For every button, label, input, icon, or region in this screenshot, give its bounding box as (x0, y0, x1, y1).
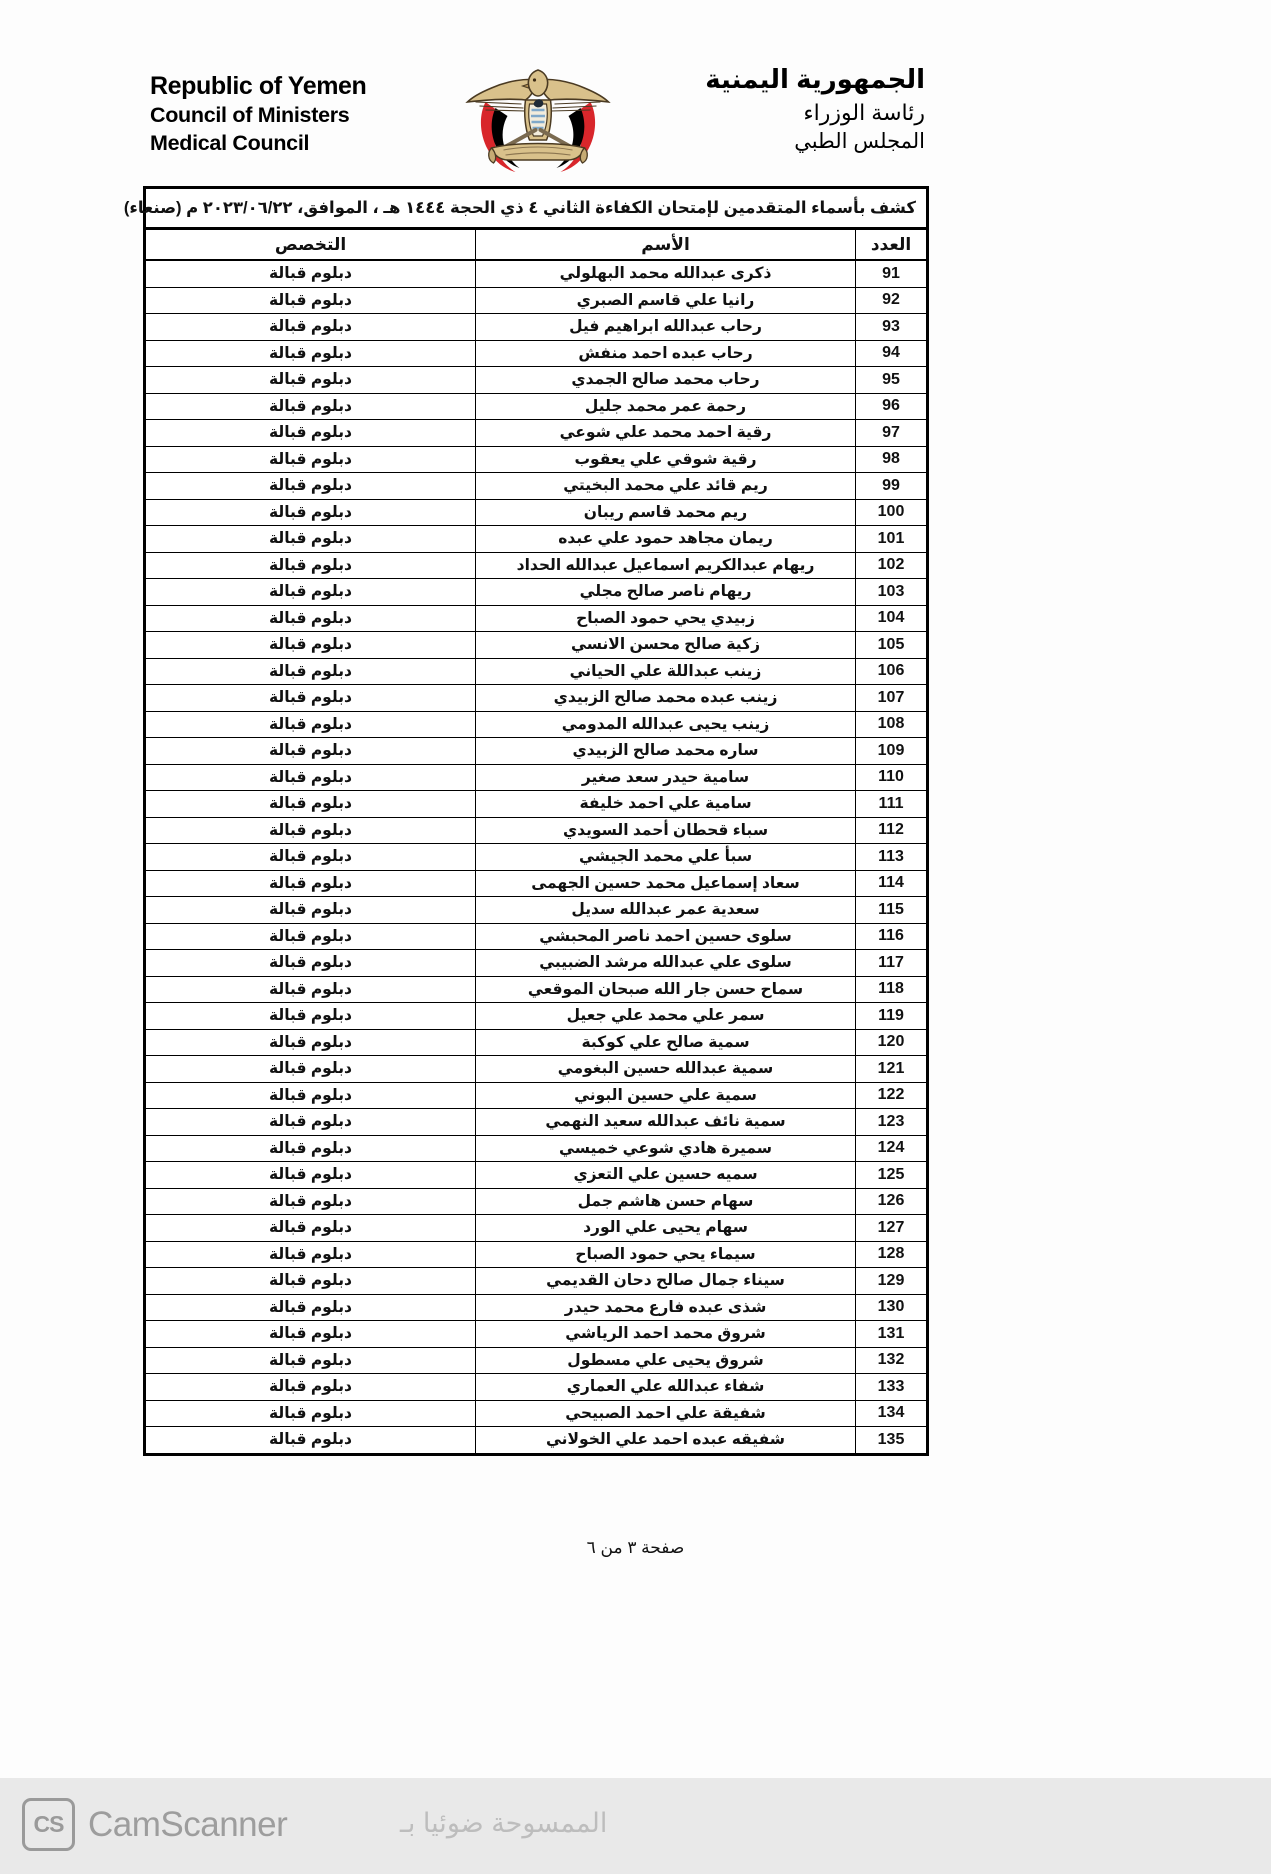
cell-number: 92 (856, 287, 928, 314)
cell-specialty: دبلوم قبالة (145, 420, 476, 447)
cell-number: 119 (856, 1003, 928, 1030)
cell-number: 97 (856, 420, 928, 447)
table-header-row (145, 229, 928, 261)
table-row (145, 1321, 928, 1348)
cell-number: 120 (856, 1029, 928, 1056)
cell-name: سهام يحيى علي الورد (476, 1215, 856, 1242)
table-row (145, 791, 928, 818)
cell-specialty: دبلوم قبالة (145, 1056, 476, 1083)
cell-specialty: دبلوم قبالة (145, 1241, 476, 1268)
cell-specialty: دبلوم قبالة (145, 844, 476, 871)
table-row (145, 367, 928, 394)
table-row (145, 579, 928, 606)
cell-name: سعدية عمر عبدالله سديل (476, 897, 856, 924)
cell-name: زكية صالح محسن الانسي (476, 632, 856, 659)
table-title-row (145, 188, 928, 229)
cell-number: 105 (856, 632, 928, 659)
page-number-footer: صفحة ٣ من ٦ (586, 1538, 685, 1557)
table-row (145, 1188, 928, 1215)
cell-name: سماح حسن جار الله صبحان الموقعي (476, 976, 856, 1003)
table-row (145, 314, 928, 341)
candidates-table (123, 186, 929, 1456)
cell-name: ساره محمد صالح الزبيدي (476, 738, 856, 765)
table-row (145, 526, 928, 553)
cell-name: زبيدي يحي حمود الصباح (476, 605, 856, 632)
cell-specialty: دبلوم قبالة (145, 870, 476, 897)
cell-specialty: دبلوم قبالة (145, 526, 476, 553)
cell-number: 122 (856, 1082, 928, 1109)
cell-number: 102 (856, 552, 928, 579)
header-arabic-line3: المجلس الطبي (794, 130, 925, 154)
header-english-line2: Council of Ministers (150, 103, 350, 127)
cell-number: 94 (856, 340, 928, 367)
table-row (145, 1294, 928, 1321)
camscanner-watermark-bar (0, 1778, 1271, 1874)
cell-specialty: دبلوم قبالة (145, 260, 476, 287)
cell-specialty: دبلوم قبالة (145, 976, 476, 1003)
cell-specialty: دبلوم قبالة (145, 1215, 476, 1242)
cell-name: سميه حسين علي التعزي (476, 1162, 856, 1189)
table-row (145, 950, 928, 977)
cell-specialty: دبلوم قبالة (145, 340, 476, 367)
candidates-table-container (123, 186, 926, 1456)
cell-name: رانيا علي قاسم الصبري (476, 287, 856, 314)
cell-specialty: دبلوم قبالة (145, 393, 476, 420)
cell-number: 125 (856, 1162, 928, 1189)
table-row (145, 711, 928, 738)
cell-name: سلوى حسين احمد ناصر المحبشي (476, 923, 856, 950)
header-arabic-block (705, 62, 925, 157)
cell-name: شروق محمد احمد الرياشي (476, 1321, 856, 1348)
cell-number: 131 (856, 1321, 928, 1348)
cell-specialty: دبلوم قبالة (145, 1188, 476, 1215)
camscanner-brand-text: CamScanner (88, 1804, 288, 1844)
cell-name: سميرة هادي شوعي خميسي (476, 1135, 856, 1162)
cell-specialty: دبلوم قبالة (145, 1400, 476, 1427)
cell-number: 99 (856, 473, 928, 500)
cell-specialty: دبلوم قبالة (145, 817, 476, 844)
camscanner-arabic-note: الممسوحة ضوئيا بـ (400, 1808, 608, 1838)
table-row (145, 1268, 928, 1295)
table-row (145, 1374, 928, 1401)
cell-specialty: دبلوم قبالة (145, 1374, 476, 1401)
table-row (145, 1241, 928, 1268)
cell-number: 116 (856, 923, 928, 950)
cell-specialty: دبلوم قبالة (145, 1003, 476, 1030)
cell-specialty: دبلوم قبالة (145, 287, 476, 314)
cell-name: سمية صالح علي كوكبة (476, 1029, 856, 1056)
cell-number: 103 (856, 579, 928, 606)
cell-name: زينب يحيى عبدالله المدومي (476, 711, 856, 738)
table-row (145, 260, 928, 287)
header-english-line1: Republic of Yemen (150, 72, 367, 100)
header-arabic-line1: الجمهورية اليمنية (705, 64, 925, 94)
table-row (145, 1029, 928, 1056)
cell-specialty: دبلوم قبالة (145, 711, 476, 738)
table-row (145, 1056, 928, 1083)
table-row (145, 764, 928, 791)
cell-name: سبأ علي محمد الجيشي (476, 844, 856, 871)
cell-name: رحاب محمد صالح الجمدي (476, 367, 856, 394)
cell-name: سمية نائف عبدالله سعيد النهمي (476, 1109, 856, 1136)
cell-number: 129 (856, 1268, 928, 1295)
header-english-block (150, 70, 366, 157)
cell-number: 96 (856, 393, 928, 420)
cell-number: 100 (856, 499, 928, 526)
cell-number: 134 (856, 1400, 928, 1427)
cell-number: 117 (856, 950, 928, 977)
table-row (145, 658, 928, 685)
table-row (145, 923, 928, 950)
cell-specialty: دبلوم قبالة (145, 499, 476, 526)
cell-name: زينب عبده محمد صالح الزبيدي (476, 685, 856, 712)
cell-number: 109 (856, 738, 928, 765)
table-row (145, 340, 928, 367)
cell-name: سيماء يحي حمود الصباح (476, 1241, 856, 1268)
cell-number: 98 (856, 446, 928, 473)
table-row (145, 499, 928, 526)
cell-specialty: دبلوم قبالة (145, 1427, 476, 1455)
cell-specialty: دبلوم قبالة (145, 473, 476, 500)
table-row (145, 1003, 928, 1030)
cell-number: 93 (856, 314, 928, 341)
cell-specialty: دبلوم قبالة (145, 1162, 476, 1189)
cell-number: 123 (856, 1109, 928, 1136)
table-row (145, 1135, 928, 1162)
header-english-line3: Medical Council (150, 130, 310, 155)
cell-name: سلوى علي عبدالله مرشد الضبيبي (476, 950, 856, 977)
table-row (145, 685, 928, 712)
cell-specialty: دبلوم قبالة (145, 446, 476, 473)
cell-name: ريم محمد قاسم ريبان (476, 499, 856, 526)
cell-name: سامية علي احمد خليفة (476, 791, 856, 818)
cell-number: 128 (856, 1241, 928, 1268)
cell-number: 95 (856, 367, 928, 394)
cell-number: 132 (856, 1347, 928, 1374)
cell-name: سهام حسن هاشم جمل (476, 1188, 856, 1215)
cell-number: 107 (856, 685, 928, 712)
table-row (145, 1347, 928, 1374)
cell-number: 135 (856, 1427, 928, 1455)
cell-name: سامية حيدر سعد صغير (476, 764, 856, 791)
cell-specialty: دبلوم قبالة (145, 367, 476, 394)
header-arabic-line2: رئاسة الوزراء (803, 99, 925, 125)
cell-name: شذى عبده فارع محمد حيدر (476, 1294, 856, 1321)
cell-number: 127 (856, 1215, 928, 1242)
cell-number: 106 (856, 658, 928, 685)
cell-number: 133 (856, 1374, 928, 1401)
table-row (145, 420, 928, 447)
cell-number: 130 (856, 1294, 928, 1321)
cell-number: 112 (856, 817, 928, 844)
cell-specialty: دبلوم قبالة (145, 1029, 476, 1056)
camscanner-logo-icon: CS (22, 1798, 75, 1851)
table-row (145, 738, 928, 765)
table-row (145, 817, 928, 844)
cell-specialty: دبلوم قبالة (145, 685, 476, 712)
yemen-emblem-icon (455, 64, 620, 179)
cell-name: ذكرى عبدالله محمد البهلولي (476, 260, 856, 287)
cell-name: رقية شوقي علي يعقوب (476, 446, 856, 473)
cell-specialty: دبلوم قبالة (145, 552, 476, 579)
cell-number: 121 (856, 1056, 928, 1083)
cell-name: سيناء جمال صالح دحان القديمي (476, 1268, 856, 1295)
cell-number: 111 (856, 791, 928, 818)
cell-specialty: دبلوم قبالة (145, 791, 476, 818)
cell-name: شفيقة علي احمد الصبيحي (476, 1400, 856, 1427)
table-head (123, 188, 928, 261)
table-row (145, 473, 928, 500)
cell-name: ريم قائد علي محمد البخيتي (476, 473, 856, 500)
cell-name: رحاب عبدالله ابراهيم فيل (476, 314, 856, 341)
cell-specialty: دبلوم قبالة (145, 950, 476, 977)
cell-specialty: دبلوم قبالة (145, 1347, 476, 1374)
cell-specialty: دبلوم قبالة (145, 1294, 476, 1321)
cell-number: 118 (856, 976, 928, 1003)
cell-name: شفاء عبدالله علي العماري (476, 1374, 856, 1401)
cell-name: شفيقه عبده احمد علي الخولاني (476, 1427, 856, 1455)
column-header-number: العدد (856, 229, 928, 261)
cell-number: 101 (856, 526, 928, 553)
table-row (145, 1082, 928, 1109)
camscanner-brand (22, 1798, 287, 1851)
column-header-specialty: التخصص (145, 229, 476, 261)
cell-name: رقية احمد محمد علي شوعي (476, 420, 856, 447)
table-row (145, 844, 928, 871)
cell-specialty: دبلوم قبالة (145, 632, 476, 659)
cell-number: 114 (856, 870, 928, 897)
cell-specialty: دبلوم قبالة (145, 1321, 476, 1348)
cell-number: 104 (856, 605, 928, 632)
table-row (145, 870, 928, 897)
cell-name: زينب عبداللة علي الحياني (476, 658, 856, 685)
table-row (145, 446, 928, 473)
table-row (145, 1109, 928, 1136)
cell-specialty: دبلوم قبالة (145, 579, 476, 606)
cell-specialty: دبلوم قبالة (145, 923, 476, 950)
table-row (145, 976, 928, 1003)
table-row (145, 1427, 928, 1455)
cell-specialty: دبلوم قبالة (145, 1109, 476, 1136)
cell-number: 124 (856, 1135, 928, 1162)
cell-specialty: دبلوم قبالة (145, 738, 476, 765)
cell-name: سمية عبدالله حسين البغومي (476, 1056, 856, 1083)
table-row (145, 1400, 928, 1427)
cell-number: 110 (856, 764, 928, 791)
cell-specialty: دبلوم قبالة (145, 1268, 476, 1295)
cell-number: 126 (856, 1188, 928, 1215)
cell-name: ريهام ناصر صالح مجلي (476, 579, 856, 606)
cell-specialty: دبلوم قبالة (145, 1135, 476, 1162)
column-header-name: الأسم (476, 229, 856, 261)
cell-name: رحاب عبده احمد منفش (476, 340, 856, 367)
cell-specialty: دبلوم قبالة (145, 897, 476, 924)
cell-name: ريهام عبدالكريم اسماعيل عبدالله الحداد (476, 552, 856, 579)
table-row (145, 897, 928, 924)
cell-number: 91 (856, 260, 928, 287)
table-row (145, 605, 928, 632)
table-row (145, 632, 928, 659)
table-row (145, 1215, 928, 1242)
table-row (145, 1162, 928, 1189)
cell-specialty: دبلوم قبالة (145, 658, 476, 685)
cell-number: 113 (856, 844, 928, 871)
document-header (150, 62, 925, 177)
cell-name: رحمة عمر محمد جليل (476, 393, 856, 420)
cell-name: ريمان مجاهد حمود علي عبده (476, 526, 856, 553)
cell-name: سمية علي حسين البوني (476, 1082, 856, 1109)
table-row (145, 393, 928, 420)
cell-name: سمر علي محمد علي جعيل (476, 1003, 856, 1030)
cell-specialty: دبلوم قبالة (145, 314, 476, 341)
table-title: كشف بأسماء المتقدمين لإمتحان الكفاءة الثاني ٤ ذي الحجة ١٤٤٤ هـ ، الموافق، ٢٠٢٣/٠٦/٢٢ م (صنعاء) (145, 188, 928, 229)
cell-specialty: دبلوم قبالة (145, 605, 476, 632)
cell-name: سباء قحطان أحمد السويدي (476, 817, 856, 844)
table-row (145, 287, 928, 314)
cell-number: 115 (856, 897, 928, 924)
cell-name: سعاد إسماعيل محمد حسين الجهمى (476, 870, 856, 897)
table-body (145, 260, 928, 1454)
table-row (145, 552, 928, 579)
cell-specialty: دبلوم قبالة (145, 764, 476, 791)
cell-name: شروق يحيى علي مسطول (476, 1347, 856, 1374)
cell-specialty: دبلوم قبالة (145, 1082, 476, 1109)
cell-number: 108 (856, 711, 928, 738)
